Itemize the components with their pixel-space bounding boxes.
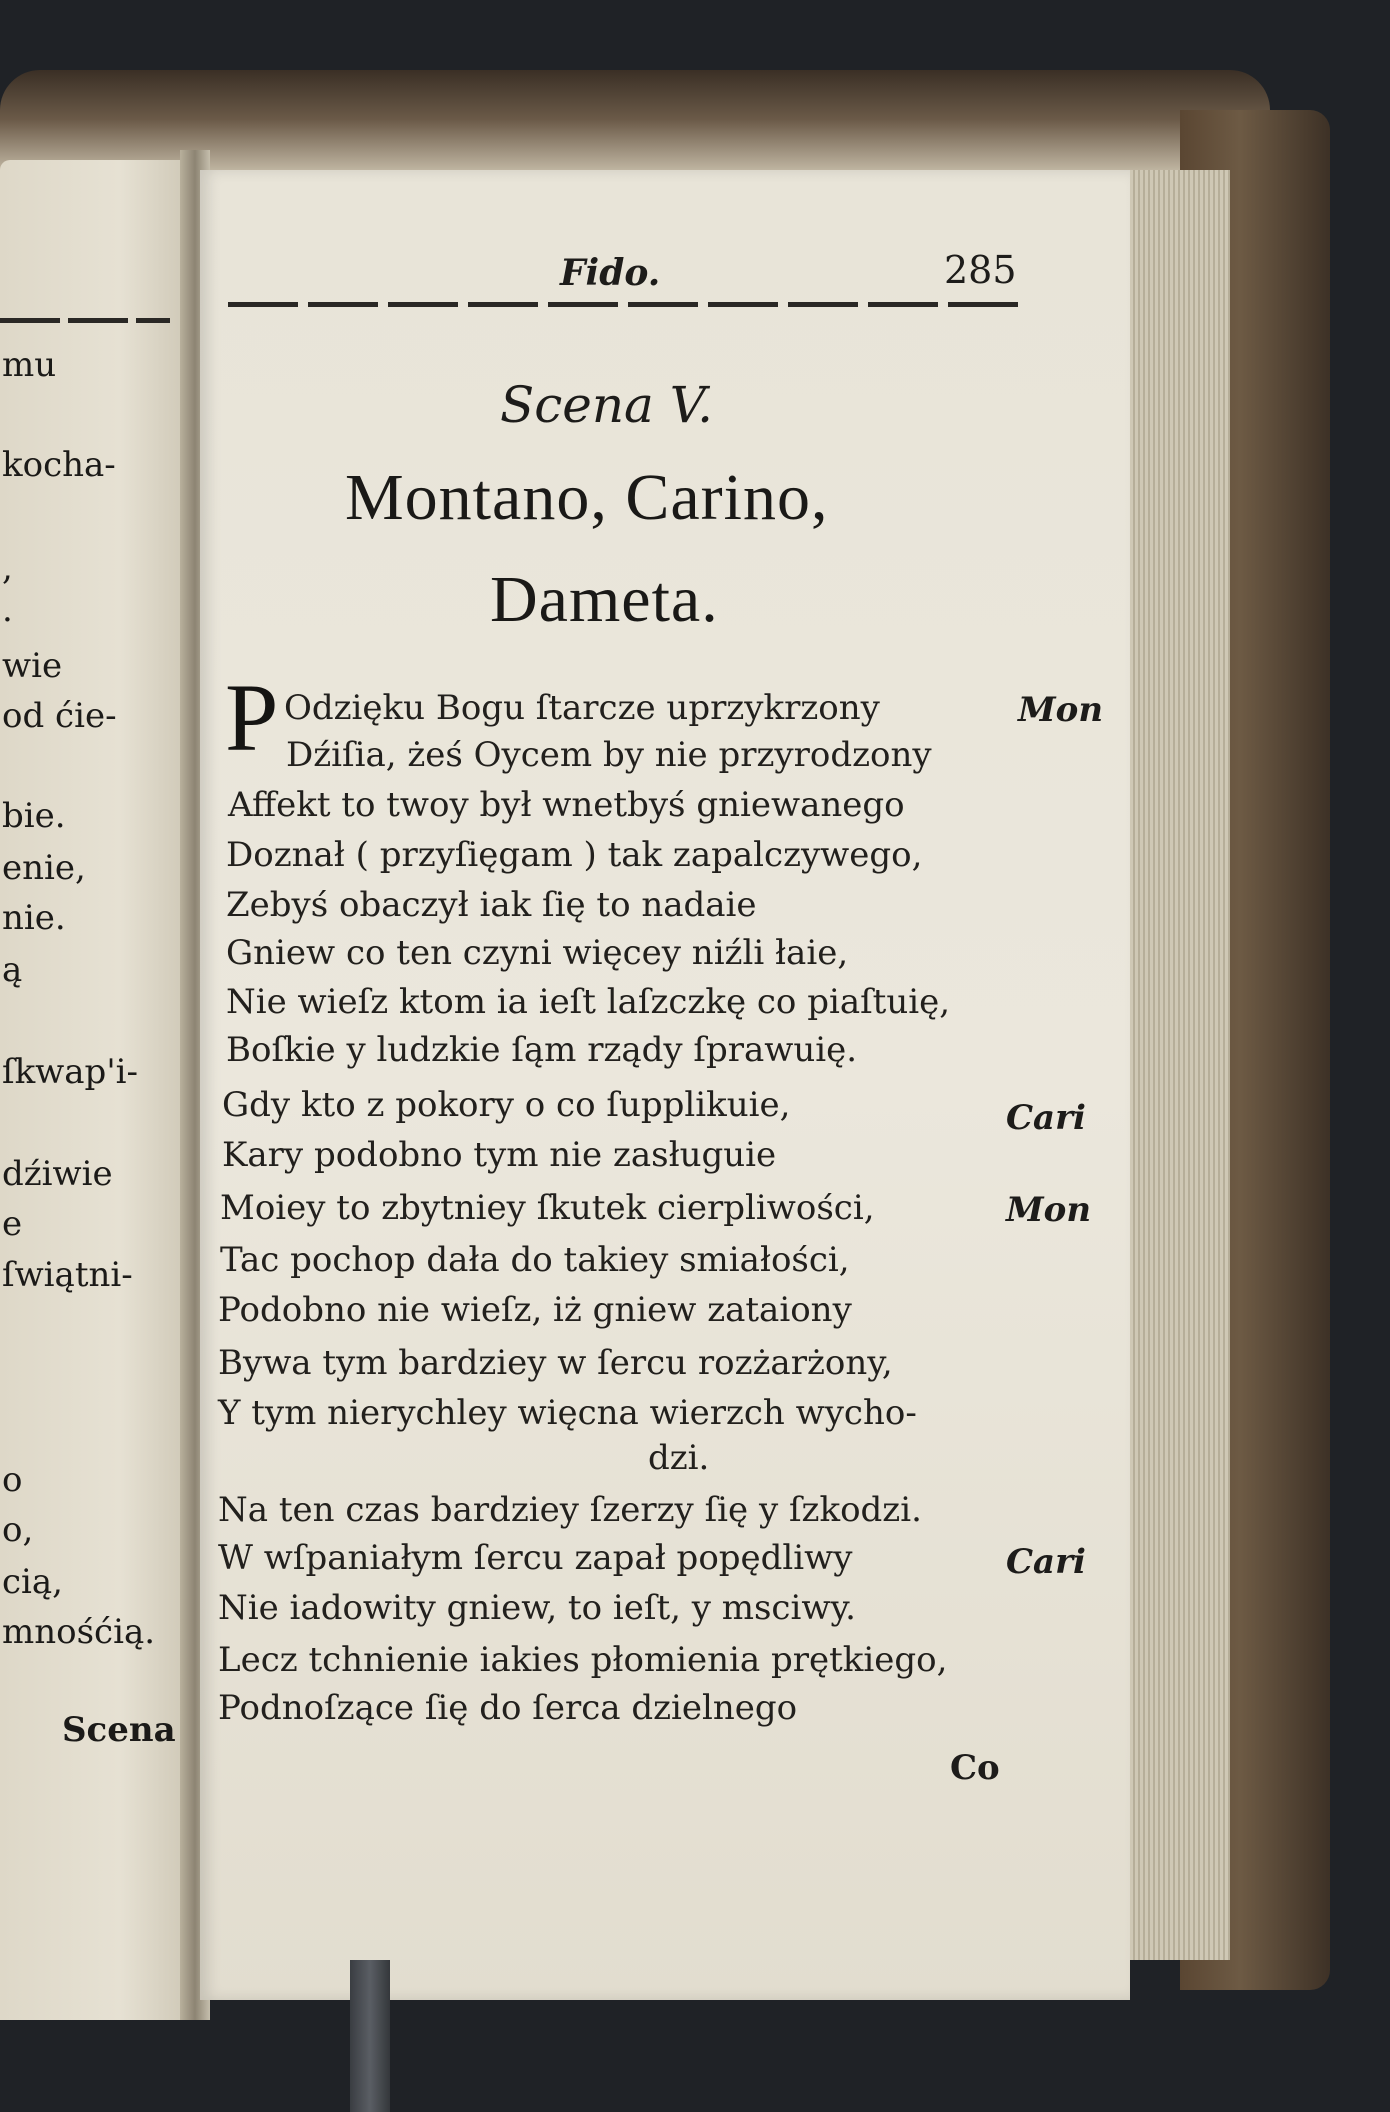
verse-line: Moiey to zbytniey ſkutek cierpliwości, xyxy=(220,1188,875,1228)
left-line: nie. xyxy=(2,898,66,938)
left-line: ą xyxy=(2,950,23,990)
running-title: Fido. xyxy=(560,252,661,294)
verse-line: Boſkie y ludzkie ſąm rządy ſprawuię. xyxy=(226,1030,858,1070)
left-line: mnośćią. xyxy=(2,1612,156,1652)
verse-line: Podobno nie wieſz, iż gniew zataiony xyxy=(218,1290,852,1330)
verse-line: Tac pochop dała do takiey smiałości, xyxy=(220,1240,850,1280)
speaker-label: Mon xyxy=(1018,690,1104,730)
verse-line: W wſpaniałym ſercu zapał popędliwy xyxy=(218,1538,853,1578)
verse-line: Zebyś obaczył iak ſię to nadaie xyxy=(226,885,757,925)
left-line: o, xyxy=(2,1510,34,1550)
drop-cap: P xyxy=(225,664,279,771)
scene-title-line-2: Dameta. xyxy=(490,563,719,636)
verse-line: Odzięku Bogu ſtarcze uprzykrzony xyxy=(284,688,880,728)
verse-line: Lecz tchnienie iakies płomienia prętkiego, xyxy=(218,1640,948,1680)
left-catchword: Scena xyxy=(62,1710,176,1750)
left-line: ſwiątni- xyxy=(2,1255,133,1295)
header-rule xyxy=(228,302,1018,307)
left-line: enie, xyxy=(2,848,86,888)
verse-line: Y tym nierychley więcna wierzch wycho- xyxy=(218,1393,917,1433)
verse-line: Bywa tym bardziey w ſercu rozżarżony, xyxy=(218,1343,893,1383)
verse-line: Affekt to twoy był wnetbyś gniewanego xyxy=(228,785,905,825)
verse-line: Gdy kto z pokory o co ſupplikuie, xyxy=(222,1085,791,1125)
speaker-label: Cari xyxy=(1006,1098,1086,1138)
left-line: od ćie- xyxy=(2,696,117,736)
verse-line: Na ten czas bardziey ſzerzy ſię y ſzkodzi. xyxy=(218,1490,922,1530)
left-line: cią, xyxy=(2,1562,63,1602)
left-line: kocha- xyxy=(2,445,116,485)
left-line: bie. xyxy=(2,796,66,836)
verse-line: Nie iadowity gniew, to ieſt, y msciwy. xyxy=(218,1588,856,1628)
scene-title-line-1: Montano, Carino, xyxy=(345,461,829,534)
left-line: , xyxy=(2,548,13,588)
left-line: o xyxy=(2,1460,23,1500)
verse-line: Kary podobno tym nie zasługuie xyxy=(222,1135,777,1175)
verse-line: Gniew co ten czyni więcey niźli łaie, xyxy=(226,933,849,973)
verse-line: Dźiſia, żeś Oycem by nie przyrodzony xyxy=(286,735,932,775)
scene-heading: Scena V. xyxy=(500,376,714,434)
left-line: mu xyxy=(2,345,57,385)
left-line: dźiwie xyxy=(2,1154,113,1194)
ribbon-bookmark xyxy=(350,1960,390,2112)
catchword: Co xyxy=(950,1748,1000,1788)
speaker-label: Cari xyxy=(1006,1542,1086,1582)
speaker-label: Mon xyxy=(1006,1190,1092,1230)
left-line: ſkwap'i- xyxy=(2,1052,139,1092)
verse-line: Nie wieſz ktom ia ieſt laſzczkę co piaſtuię, xyxy=(226,982,951,1022)
verse-line: dzi. xyxy=(648,1438,710,1478)
page-number: 285 xyxy=(944,248,1017,292)
left-line: wie xyxy=(2,646,63,686)
left-page-rule xyxy=(0,318,170,323)
left-line: . xyxy=(2,590,13,630)
verse-line: Podnoſzące ſię do ſerca dzielnego xyxy=(218,1688,798,1728)
left-line: e xyxy=(2,1204,23,1244)
verse-line: Doznał ( przyſięgam ) tak zapalczywego, xyxy=(226,835,923,875)
